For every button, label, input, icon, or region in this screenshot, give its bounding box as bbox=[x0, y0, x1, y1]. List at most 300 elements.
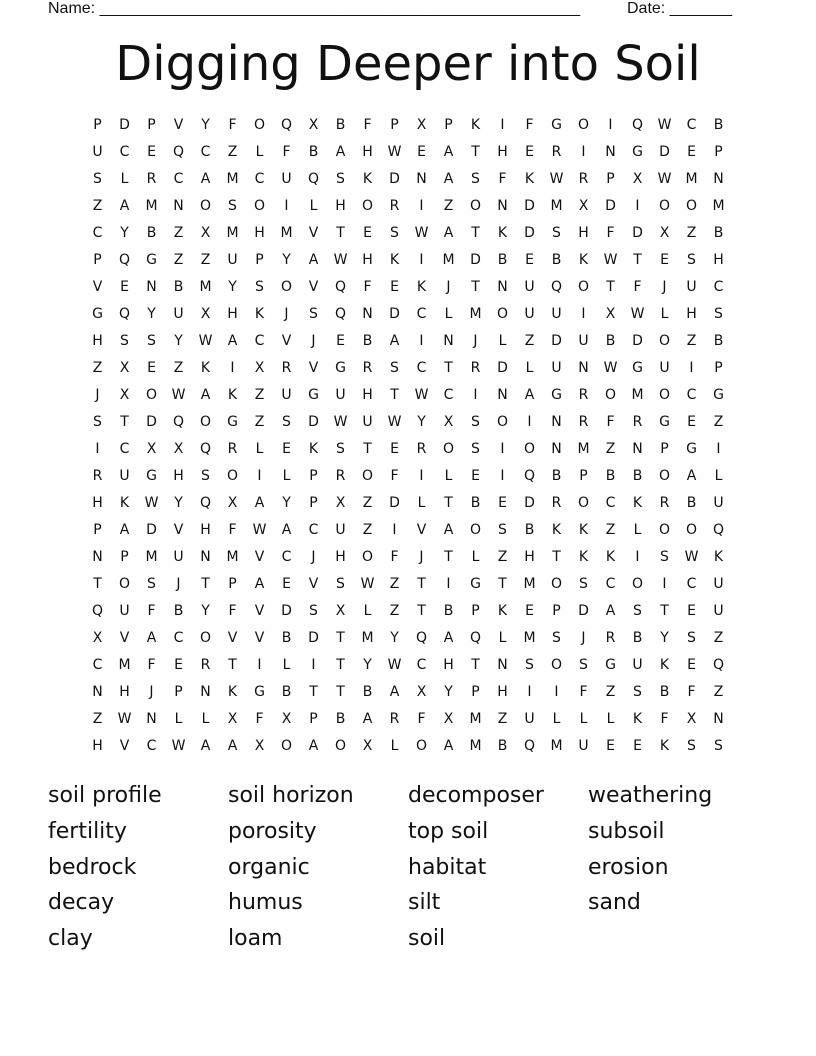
grid-letter: K bbox=[308, 440, 319, 457]
grid-letter: O bbox=[415, 737, 428, 754]
grid-letter: P bbox=[309, 710, 318, 727]
grid-letter: O bbox=[226, 467, 239, 484]
grid-letter: U bbox=[92, 143, 103, 160]
grid-letter: L bbox=[174, 710, 183, 727]
grid-letter: A bbox=[227, 737, 238, 754]
grid-letter: S bbox=[714, 305, 723, 322]
grid-letter: S bbox=[309, 305, 318, 322]
grid-letter: Y bbox=[282, 494, 291, 511]
grid-letter: T bbox=[93, 575, 102, 592]
word-bank-item: decomposer bbox=[408, 783, 544, 808]
grid-letter: W bbox=[333, 251, 348, 268]
grid-letter: Z bbox=[92, 710, 103, 727]
grid-letter: L bbox=[444, 305, 453, 322]
grid-letter: R bbox=[389, 197, 400, 214]
grid-letter: X bbox=[605, 305, 616, 322]
grid-letter: M bbox=[469, 305, 482, 322]
grid-letter: Z bbox=[713, 683, 724, 700]
grid-letter: E bbox=[417, 143, 426, 160]
grid-letter: V bbox=[119, 629, 130, 646]
grid-letter: L bbox=[282, 656, 291, 673]
grid-letter: Y bbox=[363, 656, 372, 673]
grid-letter: D bbox=[632, 224, 643, 241]
grid-letter: M bbox=[118, 656, 131, 673]
grid-letter: S bbox=[93, 413, 102, 430]
grid-letter: N bbox=[92, 683, 103, 700]
grid-letter: E bbox=[174, 656, 183, 673]
grid-letter: I bbox=[257, 467, 262, 484]
grid-letter: N bbox=[497, 278, 508, 295]
word-bank-item: loam bbox=[228, 926, 283, 951]
grid-letter: G bbox=[659, 413, 670, 430]
grid-letter: H bbox=[335, 197, 346, 214]
grid-letter: H bbox=[497, 683, 508, 700]
grid-letter: B bbox=[308, 143, 319, 160]
word-bank-item: weathering bbox=[588, 783, 713, 808]
grid-letter: O bbox=[280, 278, 293, 295]
grid-letter: T bbox=[606, 278, 615, 295]
grid-letter: P bbox=[444, 116, 453, 133]
grid-letter: X bbox=[92, 629, 103, 646]
grid-letter: H bbox=[92, 737, 103, 754]
grid-letter: M bbox=[442, 251, 455, 268]
grid-letter: A bbox=[443, 629, 454, 646]
grid-letter: O bbox=[658, 386, 671, 403]
grid-letter: L bbox=[660, 305, 669, 322]
grid-letter: Y bbox=[660, 629, 669, 646]
grid-letter: S bbox=[336, 440, 345, 457]
grid-letter: I bbox=[635, 548, 640, 565]
grid-letter: W bbox=[630, 305, 645, 322]
grid-letter: D bbox=[524, 494, 535, 511]
grid-letter: K bbox=[605, 548, 616, 565]
grid-letter: G bbox=[146, 251, 157, 268]
grid-letter: E bbox=[498, 494, 507, 511]
grid-letter: T bbox=[120, 413, 129, 430]
grid-letter: W bbox=[333, 413, 348, 430]
grid-letter: I bbox=[419, 332, 424, 349]
grid-letter: X bbox=[416, 116, 427, 133]
grid-letter: B bbox=[173, 278, 184, 295]
grid-letter: X bbox=[227, 494, 238, 511]
grid-letter: Q bbox=[712, 521, 725, 538]
grid-letter: I bbox=[635, 197, 640, 214]
grid-letter: Z bbox=[362, 494, 373, 511]
grid-letter: A bbox=[362, 710, 373, 727]
grid-letter: R bbox=[551, 494, 562, 511]
grid-letter: B bbox=[443, 602, 454, 619]
grid-letter: X bbox=[281, 710, 292, 727]
grid-letter: X bbox=[443, 413, 454, 430]
grid-letter: W bbox=[414, 224, 429, 241]
grid-letter: I bbox=[500, 440, 505, 457]
grid-letter: O bbox=[253, 197, 266, 214]
grid-letter: I bbox=[392, 521, 397, 538]
grid-letter: A bbox=[254, 494, 265, 511]
grid-letter: S bbox=[552, 629, 561, 646]
grid-letter: X bbox=[119, 359, 130, 376]
date-field-label: Date: _______ bbox=[627, 0, 732, 17]
grid-letter: Z bbox=[686, 224, 697, 241]
grid-letter: W bbox=[684, 548, 699, 565]
grid-letter: X bbox=[578, 197, 589, 214]
grid-letter: D bbox=[524, 197, 535, 214]
grid-letter: O bbox=[280, 737, 293, 754]
grid-letter: Y bbox=[174, 494, 183, 511]
grid-letter: P bbox=[471, 683, 480, 700]
grid-letter: F bbox=[390, 467, 399, 484]
grid-letter: N bbox=[632, 440, 643, 457]
grid-letter: A bbox=[389, 683, 400, 700]
grid-letter: R bbox=[659, 494, 670, 511]
grid-letter: F bbox=[147, 656, 156, 673]
grid-letter: Z bbox=[524, 332, 535, 349]
grid-letter: O bbox=[442, 440, 455, 457]
grid-letter: A bbox=[200, 386, 211, 403]
grid-letter: A bbox=[200, 170, 211, 187]
grid-letter: X bbox=[686, 710, 697, 727]
grid-letter: K bbox=[551, 521, 562, 538]
grid-letter: T bbox=[633, 251, 642, 268]
grid-letter: S bbox=[282, 413, 291, 430]
grid-letter: I bbox=[419, 251, 424, 268]
grid-letter: T bbox=[390, 386, 399, 403]
grid-letter: Z bbox=[173, 359, 184, 376]
grid-letter: P bbox=[309, 494, 318, 511]
grid-letter: B bbox=[713, 224, 724, 241]
grid-letter: D bbox=[470, 251, 481, 268]
grid-letter: V bbox=[227, 629, 238, 646]
grid-letter: S bbox=[471, 170, 480, 187]
grid-letter: D bbox=[524, 224, 535, 241]
grid-letter: O bbox=[577, 116, 590, 133]
grid-letter: O bbox=[469, 521, 482, 538]
grid-letter: L bbox=[714, 467, 723, 484]
grid-letter: U bbox=[335, 521, 346, 538]
grid-letter: L bbox=[498, 629, 507, 646]
grid-letter: A bbox=[443, 224, 454, 241]
grid-letter: G bbox=[551, 386, 562, 403]
grid-letter: I bbox=[419, 197, 424, 214]
grid-letter: Y bbox=[390, 629, 399, 646]
grid-letter: U bbox=[173, 548, 184, 565]
grid-letter: D bbox=[281, 602, 292, 619]
grid-letter: X bbox=[254, 359, 265, 376]
grid-letter: X bbox=[173, 440, 184, 457]
grid-letter: B bbox=[281, 683, 292, 700]
grid-letter: T bbox=[498, 575, 507, 592]
grid-letter: S bbox=[471, 413, 480, 430]
grid-letter: V bbox=[416, 521, 427, 538]
grid-letter: K bbox=[524, 170, 535, 187]
grid-letter: A bbox=[227, 332, 238, 349]
grid-letter: Q bbox=[199, 494, 212, 511]
grid-letter: F bbox=[282, 143, 291, 160]
grid-letter: O bbox=[550, 656, 563, 673]
grid-letter: J bbox=[149, 683, 154, 700]
grid-letter: O bbox=[496, 413, 509, 430]
grid-letter: V bbox=[308, 359, 319, 376]
grid-letter: O bbox=[550, 575, 563, 592]
grid-letter: T bbox=[336, 656, 345, 673]
grid-letter: N bbox=[200, 548, 211, 565]
grid-letter: E bbox=[687, 656, 696, 673]
grid-letter: N bbox=[92, 548, 103, 565]
grid-letter: T bbox=[444, 359, 453, 376]
grid-letter: S bbox=[309, 602, 318, 619]
grid-letter: S bbox=[633, 602, 642, 619]
grid-letter: R bbox=[551, 143, 562, 160]
grid-letter: T bbox=[471, 278, 480, 295]
grid-letter: V bbox=[92, 278, 103, 295]
grid-letter: P bbox=[120, 548, 129, 565]
grid-letter: B bbox=[686, 494, 697, 511]
grid-letter: N bbox=[578, 359, 589, 376]
grid-letter: E bbox=[147, 143, 156, 160]
grid-letter: O bbox=[253, 116, 266, 133]
grid-letter: L bbox=[633, 521, 642, 538]
grid-letter: Q bbox=[523, 467, 536, 484]
grid-letter: J bbox=[419, 548, 424, 565]
grid-letter: S bbox=[579, 575, 588, 592]
grid-letter: K bbox=[227, 683, 238, 700]
grid-letter: L bbox=[363, 602, 372, 619]
grid-letter: U bbox=[713, 494, 724, 511]
grid-letter: B bbox=[713, 116, 724, 133]
grid-letter: T bbox=[309, 683, 318, 700]
word-bank-item: fertility bbox=[48, 818, 127, 844]
grid-letter: R bbox=[200, 656, 211, 673]
grid-letter: Z bbox=[605, 521, 616, 538]
grid-letter: I bbox=[689, 359, 694, 376]
grid-letter: H bbox=[362, 143, 373, 160]
grid-letter: M bbox=[550, 737, 563, 754]
grid-letter: A bbox=[524, 386, 535, 403]
grid-letter: M bbox=[469, 737, 482, 754]
word-bank-item: decay bbox=[48, 890, 115, 916]
grid-letter: T bbox=[444, 548, 453, 565]
grid-letter: Q bbox=[415, 629, 428, 646]
grid-letter: G bbox=[92, 305, 103, 322]
grid-letter: N bbox=[200, 683, 211, 700]
word-bank-item: soil bbox=[408, 926, 446, 951]
grid-letter: D bbox=[389, 494, 400, 511]
grid-letter: A bbox=[119, 197, 130, 214]
grid-letter: O bbox=[658, 467, 671, 484]
grid-letter: C bbox=[686, 575, 697, 592]
grid-letter: S bbox=[687, 629, 696, 646]
grid-letter: F bbox=[363, 278, 372, 295]
word-bank-item: habitat bbox=[408, 854, 487, 880]
grid-letter: H bbox=[227, 305, 238, 322]
grid-letter: Y bbox=[228, 278, 237, 295]
grid-letter: M bbox=[523, 575, 536, 592]
grid-letter: F bbox=[228, 116, 237, 133]
grid-letter: T bbox=[336, 683, 345, 700]
grid-letter: W bbox=[657, 116, 672, 133]
grid-letter: S bbox=[147, 575, 156, 592]
grid-letter: L bbox=[390, 737, 399, 754]
grid-letter: Y bbox=[444, 683, 453, 700]
grid-letter: T bbox=[471, 143, 480, 160]
grid-letter: R bbox=[227, 440, 238, 457]
grid-letter: P bbox=[471, 602, 480, 619]
word-bank-item: subsoil bbox=[588, 818, 665, 844]
grid-letter: B bbox=[146, 224, 157, 241]
grid-letter: O bbox=[658, 332, 671, 349]
grid-letter: E bbox=[120, 278, 129, 295]
grid-letter: Y bbox=[174, 332, 183, 349]
grid-letter: Q bbox=[334, 305, 347, 322]
grid-letter: N bbox=[146, 278, 157, 295]
grid-letter: G bbox=[227, 413, 238, 430]
grid-letter: I bbox=[500, 467, 505, 484]
grid-letter: N bbox=[551, 413, 562, 430]
grid-letter: E bbox=[660, 251, 669, 268]
grid-letter: H bbox=[200, 521, 211, 538]
grid-letter: H bbox=[497, 143, 508, 160]
grid-letter: O bbox=[577, 278, 590, 295]
grid-letter: X bbox=[362, 737, 373, 754]
word-bank-item: soil profile bbox=[48, 783, 162, 808]
grid-letter: P bbox=[93, 251, 102, 268]
grid-letter: F bbox=[363, 116, 372, 133]
grid-letter: A bbox=[389, 332, 400, 349]
grid-letter: O bbox=[577, 494, 590, 511]
grid-letter: O bbox=[118, 575, 131, 592]
grid-letter: N bbox=[416, 170, 427, 187]
grid-letter: C bbox=[416, 305, 427, 322]
grid-letter: D bbox=[146, 413, 157, 430]
grid-letter: O bbox=[523, 440, 536, 457]
grid-letter: O bbox=[685, 197, 698, 214]
grid-letter: D bbox=[605, 197, 616, 214]
grid-letter: S bbox=[390, 224, 399, 241]
word-bank-item: organic bbox=[228, 854, 310, 880]
grid-letter: J bbox=[662, 278, 667, 295]
grid-letter: F bbox=[687, 683, 696, 700]
grid-letter: S bbox=[336, 170, 345, 187]
grid-letter: X bbox=[119, 386, 130, 403]
grid-letter: S bbox=[633, 683, 642, 700]
grid-letter: W bbox=[198, 332, 213, 349]
grid-letter: S bbox=[390, 359, 399, 376]
grid-letter: C bbox=[200, 143, 211, 160]
grid-letter: U bbox=[713, 575, 724, 592]
grid-letter: B bbox=[659, 683, 670, 700]
grid-letter: D bbox=[146, 521, 157, 538]
grid-letter: V bbox=[173, 521, 184, 538]
grid-letter: Z bbox=[497, 548, 508, 565]
grid-letter: B bbox=[497, 737, 508, 754]
grid-letter: C bbox=[173, 629, 184, 646]
grid-letter: Z bbox=[254, 413, 265, 430]
grid-letter: Q bbox=[334, 278, 347, 295]
grid-letter: T bbox=[336, 629, 345, 646]
grid-letter: I bbox=[527, 413, 532, 430]
grid-letter: E bbox=[525, 143, 534, 160]
grid-letter: B bbox=[551, 467, 562, 484]
grid-letter: Z bbox=[173, 251, 184, 268]
grid-letter: M bbox=[199, 278, 212, 295]
grid-letter: I bbox=[662, 575, 667, 592]
grid-letter: U bbox=[551, 305, 562, 322]
grid-letter: X bbox=[335, 494, 346, 511]
grid-letter: H bbox=[443, 656, 454, 673]
grid-letter: K bbox=[578, 548, 589, 565]
grid-letter: T bbox=[552, 548, 561, 565]
grid-letter: B bbox=[281, 629, 292, 646]
grid-letter: M bbox=[226, 170, 239, 187]
grid-letter: Q bbox=[307, 170, 320, 187]
grid-letter: M bbox=[577, 440, 590, 457]
grid-letter: X bbox=[254, 737, 265, 754]
grid-letter: R bbox=[578, 413, 589, 430]
grid-letter: Q bbox=[118, 305, 131, 322]
grid-letter: F bbox=[417, 710, 426, 727]
grid-letter: B bbox=[605, 332, 616, 349]
grid-letter: G bbox=[551, 116, 562, 133]
grid-letter: L bbox=[498, 332, 507, 349]
grid-letter: P bbox=[93, 521, 102, 538]
grid-letter: A bbox=[308, 737, 319, 754]
grid-letter: Q bbox=[523, 737, 536, 754]
grid-letter: M bbox=[712, 197, 725, 214]
grid-letter: N bbox=[497, 197, 508, 214]
grid-letter: H bbox=[119, 683, 130, 700]
grid-letter: B bbox=[551, 251, 562, 268]
grid-letter: R bbox=[578, 386, 589, 403]
grid-letter: V bbox=[254, 602, 265, 619]
grid-letter: X bbox=[335, 602, 346, 619]
grid-letter: T bbox=[363, 440, 372, 457]
grid-letter: Q bbox=[550, 278, 563, 295]
grid-letter: D bbox=[308, 413, 319, 430]
grid-letter: I bbox=[581, 143, 586, 160]
grid-letter: Q bbox=[280, 116, 293, 133]
grid-letter: Z bbox=[389, 575, 400, 592]
grid-letter: G bbox=[632, 359, 643, 376]
grid-letter: E bbox=[390, 440, 399, 457]
grid-letter: G bbox=[146, 467, 157, 484]
grid-letter: D bbox=[389, 170, 400, 187]
grid-letter: K bbox=[389, 251, 400, 268]
grid-letter: O bbox=[496, 305, 509, 322]
grid-letter: Z bbox=[227, 143, 238, 160]
grid-letter: O bbox=[469, 197, 482, 214]
grid-letter: R bbox=[362, 359, 373, 376]
word-bank-item: top soil bbox=[408, 818, 489, 844]
grid-letter: K bbox=[713, 548, 724, 565]
grid-letter: M bbox=[280, 224, 293, 241]
grid-letter: U bbox=[119, 602, 130, 619]
grid-letter: J bbox=[311, 332, 316, 349]
grid-letter: U bbox=[524, 710, 535, 727]
grid-letter: E bbox=[282, 575, 291, 592]
word-search-grid bbox=[84, 111, 732, 759]
grid-letter: E bbox=[471, 467, 480, 484]
grid-letter: G bbox=[686, 440, 697, 457]
grid-letter: Z bbox=[605, 683, 616, 700]
grid-letter: Q bbox=[199, 440, 212, 457]
grid-letter: B bbox=[362, 683, 373, 700]
worksheet-header bbox=[48, 0, 748, 20]
grid-letter: F bbox=[147, 602, 156, 619]
grid-letter: F bbox=[660, 710, 669, 727]
grid-letter: W bbox=[387, 656, 402, 673]
grid-letter: S bbox=[336, 575, 345, 592]
grid-letter: D bbox=[632, 332, 643, 349]
